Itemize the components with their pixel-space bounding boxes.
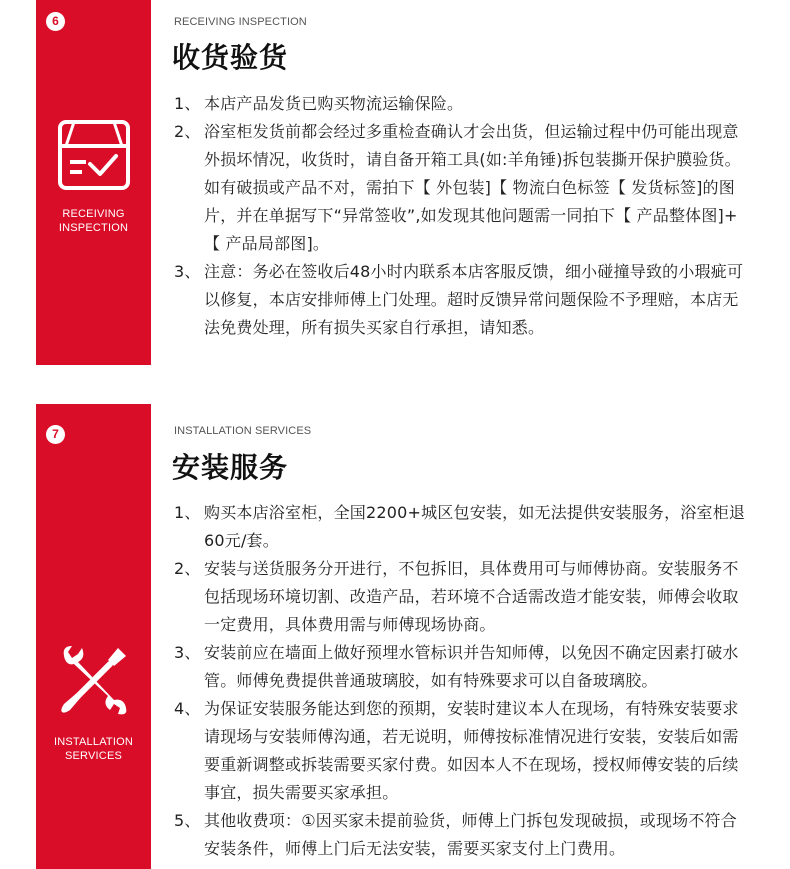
list-item: 3、 安装前应在墙面上做好预埋水管标识并告知师傅，以免因不确定因素打破水管。师傅免费提供普通玻璃胶，如有特殊要求可以自备玻璃胶。 (174, 643, 739, 690)
list-item: 2、 浴室柜发货前都会经过多重检查确认才会出货，但运输过程中仍可能出现意外损坏情况，收货时，请自备开箱工具(如:羊角锤)拆包装撕开保护膜验货。如有破损或产品不对，需拍下【 外包装]【 物流白色标签【 发货标签]的图片，并在单据写下“异常签收”,如发现其他问题需一同拍下【 产品整体图]+【 产品局部图]。 (174, 122, 741, 253)
section-number-badge: 7 (46, 425, 65, 444)
side-panel (36, 0, 151, 365)
list-item: 1、 购买本店浴室柜，全国2200+城区包安装，如无法提供安装服务，浴室柜退60元/套。 (174, 503, 746, 550)
wrench-screwdriver-icon (56, 642, 132, 718)
section-subtitle: INSTALLATION SERVICES (174, 425, 312, 437)
side-label: RECEIVING INSPECTION (58, 208, 129, 234)
side-label: INSTALLATION SERVICES (53, 736, 133, 762)
section-number-badge: 6 (46, 12, 65, 31)
list-item: 5、 其他收费项：①因买家未提前验货，师傅上门拆包发现破损，或现场不符合安装条件，师傅上门后无法安装，需要买家支付上门费用。 (174, 811, 737, 858)
list-item: 3、 注意：务必在签收后48小时内联系本店客服反馈，细小碰撞导致的小瑕疵可以修复，本店安排师傅上门处理。超时反馈异常问题保险不予理赔，本店无法免费处理，所有损失买家自行承担，请知悉。 (174, 262, 744, 337)
section-subtitle: RECEIVING INSPECTION (174, 16, 307, 28)
section-installation-services (0, 404, 790, 869)
side-panel (36, 404, 151, 869)
item-list (174, 90, 750, 342)
item-list (174, 499, 750, 863)
list-item: 1、 本店产品发货已购买物流运输保险。 (174, 94, 464, 113)
section-receiving-inspection (0, 0, 790, 365)
package-check-icon (56, 118, 132, 192)
section-title: 收货验货 (172, 41, 289, 74)
list-item: 4、 为保证安装服务能达到您的预期，安装时建议本人在现场，有特殊安装要求请现场与安装师傅沟通，若无说明，师傅按标准情况进行安装，安装后如需要重新调整或拆装需要买家付费。如因本人不在现场，授权师傅安装的后续事宜，损失需要买家承担。 (174, 699, 739, 802)
section-title: 安装服务 (172, 451, 289, 484)
list-item: 2、 安装与送货服务分开进行，不包拆旧，具体费用可与师傅协商。安装服务不包括现场环境切割、改造产品，若环境不合适需改造才能安装，师傅会收取一定费用，具体费用需与师傅现场协商。 (174, 559, 739, 634)
